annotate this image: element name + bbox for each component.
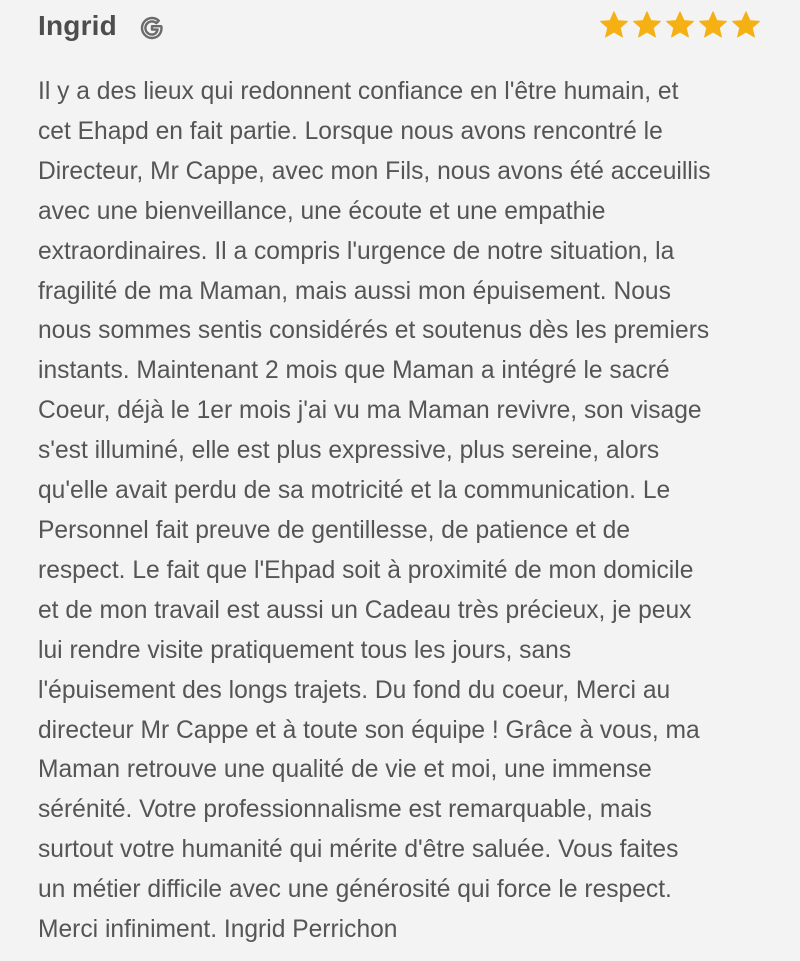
star-filled-icon: [599, 10, 629, 40]
google-g-icon: [138, 14, 166, 42]
star-rating: [599, 10, 761, 40]
star-filled-icon: [698, 10, 728, 40]
star-filled-icon: [731, 10, 761, 40]
star-filled-icon: [665, 10, 695, 40]
star-filled-icon: [632, 10, 662, 40]
review-text: Il y a des lieux qui redonnent confiance en l'être humain, et cet Ehapd en fait partie. Lorsque nous avons rencontré le Directeur, Mr Cappe, avec mon Fils, nous avons été acceuillis avec une bienveillance, une écoute et une empathie extraordinaires. Il a compris l'urgence de notre situation, la fragilité de ma Maman, mais aussi mon épuisement. Nous nous sommes sentis considérés et soutenus dès les premiers instants. Maintenant 2 mois que Maman a intégré le sacré Coeur, déjà le 1er mois j'ai vu ma Maman revivre, son visage s'est illuminé, elle est plus expressive, plus sereine, alors qu'elle avait perdu de sa motricité et la communication. Le Personnel fait preuve de gentillesse, de patience et de respect. Le fait que l'Ehpad soit à proximité de mon domicile et de mon travail est aussi un Cadeau très précieux, je peux lui rendre visite pratiquement tous les jours, sans l'épuisement des longs trajets. Du fond du coeur, Merci au directeur Mr Cappe et à toute son équipe ! Grâce à vous, ma Maman retrouve une qualité de vie et moi, une immense sérénité. Votre professionnalisme est remarquable, mais surtout votre humanité qui mérite d'être saluée. Vous faites un métier difficile avec une générosité qui force le respect. Merci infiniment. Ingrid Perrichon: [38, 78, 711, 944]
author-name: Ingrid: [38, 10, 117, 41]
review-header: [38, 0, 760, 64]
